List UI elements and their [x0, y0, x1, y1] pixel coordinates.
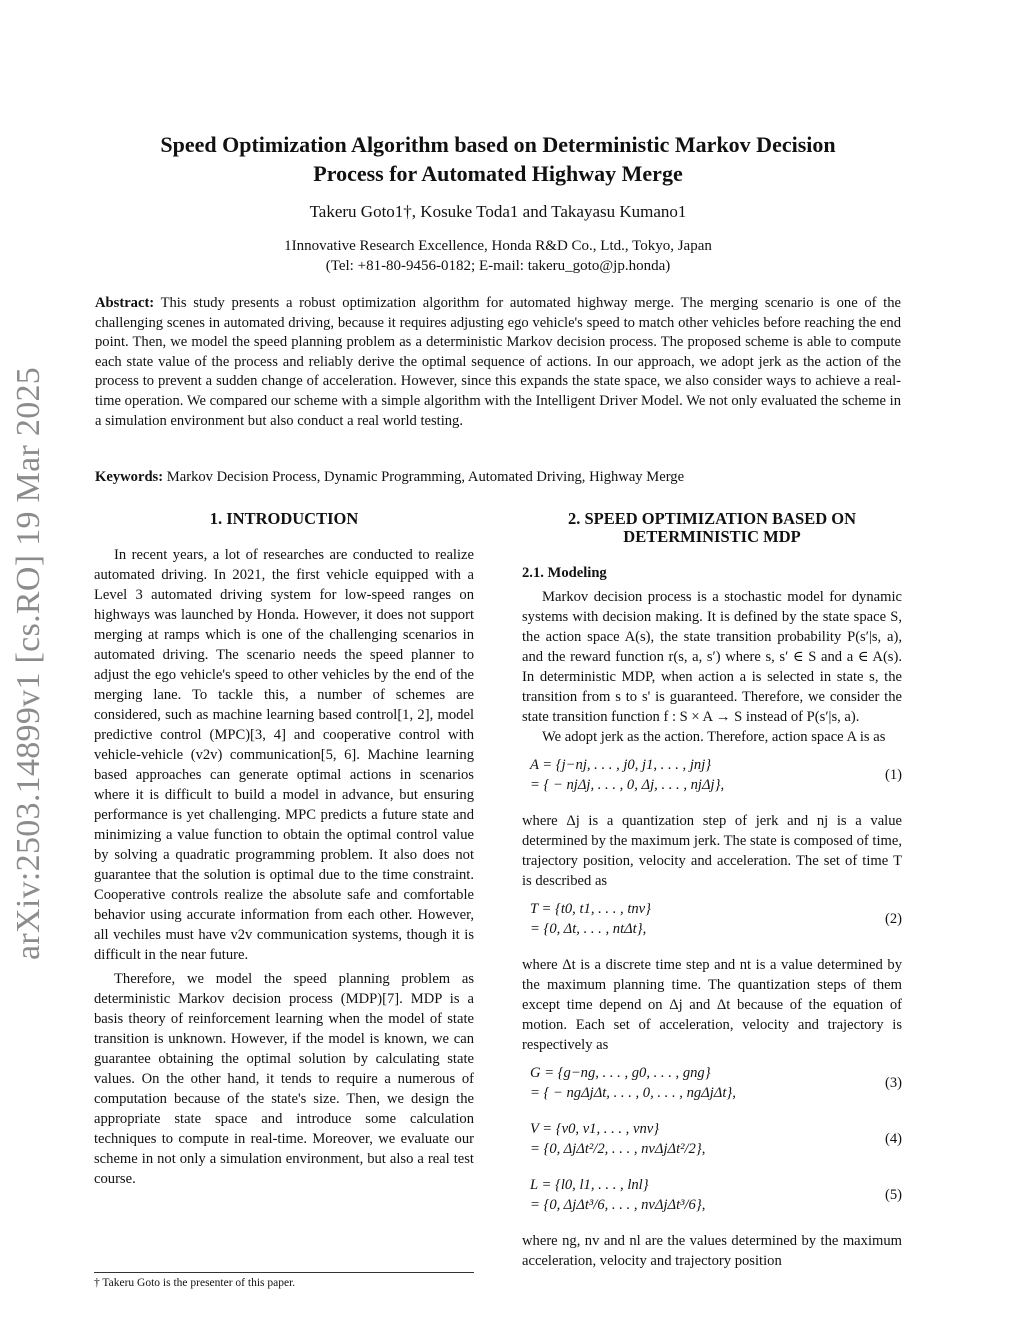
- arxiv-identifier: arXiv:2503.14899v1 [cs.RO] 19 Mar 2025: [10, 366, 47, 960]
- affiliation: 1Innovative Research Excellence, Honda R&D Co., Ltd., Tokyo, Japan: [284, 238, 712, 254]
- modeling-paragraph-5: where ng, nv and nl are the values determined by the maximum acceleration, velocity and trajectory position: [522, 1233, 902, 1269]
- equation-3-number: (3): [884, 1075, 902, 1091]
- paper-title: [95, 130, 901, 188]
- equation-2-number: (2): [884, 911, 902, 927]
- intro-paragraph-2: Therefore, we model the speed planning problem as deterministic Markov decision process (MDP)[7]. MDP is a basis theory of reinforcement learning when the model of state transition is unknown. However, if the model is known, we can guarantee obtaining the optimal solution by calculating state values. On the other hand, it tends to require a numerous of computation because of the state's size. Then, we design the appropriate state space and introduce some calculation techniques to compute in real-time. Moreover, we evaluate our scheme in not only a simulation environment, but also a real test course.: [94, 971, 474, 1187]
- equation-1-line-2: = { − njΔj, . . . , 0, Δj, . . . , njΔj},: [530, 777, 725, 793]
- footnote-rule: [94, 1272, 474, 1273]
- subsection-heading-modeling: 2.1. Modeling: [522, 565, 607, 581]
- intro-paragraph-1: In recent years, a lot of researches are conducted to realize automated driving. In 2021, the first vehicle equipped with a Level 3 automated driving system for low-speed ranges on highways was launched by Honda. However, it does not support merging at ramps which is one of the challenging scenarios in automated driving. The scenario needs the speed planner to adjust the ego vehicle's speed to other vehicles by the end of the merging lane. To tackle this, a number of schemes are considered, such as machine learning based control[1, 2], model predictive control (MPC)[3, 4] and cooperative control with vehicle-vehicle (v2v) communication[5, 6]. Machine learning based approaches can generate optimal actions in scenarios where it is difficult to build a model in advance, but ensuring performance is yet challenging. MPC predicts a future state and minimizing a value function to obtain the optimal control value by solving a quadratic programming problem. It also does not guarantee that the solution is optimal due to the time constraint. Cooperative controls realize the absolute safe and comfortable behavior using accurate information from each other. However, all vechiles must have v2v communication systems, though it is difficult in the near future.: [94, 547, 474, 963]
- footnote: † Takeru Goto is the presenter of this paper.: [94, 1277, 296, 1289]
- keywords: [95, 469, 901, 486]
- right-column: [522, 510, 902, 1271]
- keywords-label: Keywords:: [95, 469, 164, 485]
- keywords-text: Markov Decision Process, Dynamic Programming, Automated Driving, Highway Merge: [166, 469, 685, 485]
- equation-1-number: (1): [884, 767, 902, 783]
- modeling-paragraph-3: where Δj is a quantization step of jerk and nj is a value determined by the maximum jerk. The state is composed of time, trajectory position, velocity and acceleration. The set of time T is described as: [522, 813, 902, 889]
- equation-3-line-1: G = {g−ng, . . . , g0, . . . , gng}: [530, 1065, 711, 1081]
- equation-4-line-1: V = {v0, v1, . . . , vnv}: [530, 1121, 660, 1137]
- equation-5-number: (5): [884, 1187, 902, 1203]
- section-heading-introduction: 1. INTRODUCTION: [209, 509, 359, 528]
- section-heading-line-1: 2. SPEED OPTIMIZATION BASED ON: [567, 509, 857, 528]
- title-line-1: Speed Optimization Algorithm based on Deterministic Markov Decision: [160, 132, 836, 157]
- equation-5-line-2: = {0, ΔjΔt³/6, . . . , nvΔjΔt³/6},: [530, 1197, 706, 1213]
- left-column: [94, 510, 474, 1189]
- equation-4-number: (4): [884, 1131, 902, 1147]
- abstract-label: Abstract:: [95, 295, 155, 311]
- equation-3: [522, 1063, 902, 1109]
- equation-1-line-1: A = {j−nj, . . . , j0, j1, . . . , jnj}: [530, 757, 712, 773]
- equation-5-line-1: L = {l0, l1, . . . , lnl}: [530, 1177, 649, 1193]
- equation-2-line-1: T = {t0, t1, . . . , tnv}: [530, 901, 651, 917]
- equation-2: [522, 899, 902, 945]
- affiliation-block: [95, 236, 901, 276]
- equation-4: [522, 1119, 902, 1165]
- abstract-text: This study presents a robust optimization algorithm for automated highway merge. The merging scenario is one of the challenging scenes in automated driving, because it requires adjusting ego vehicle's speed to match other vehicles before reaching the end point. Then, we model the speed planning problem as a deterministic Markov decision process. The proposed scheme is able to compute each state value of the process and reliably derive the optimal sequence of actions. In our approach, we adopt jerk as the action of the process to prevent a sudden change of acceleration. However, since this expands the state space, we also consider ways to achieve a real-time operation. We compared our scheme with a simple algorithm with the Intelligent Driver Model. We not only evaluated the scheme in a simulation environment but also conduct a real world testing.: [95, 295, 902, 429]
- equation-1: [522, 755, 902, 801]
- equation-5: [522, 1175, 902, 1221]
- abstract: [95, 294, 901, 431]
- section-heading-line-2: DETERMINISTIC MDP: [623, 527, 801, 546]
- modeling-paragraph-4: where Δt is a discrete time step and nt is a value determined by the maximum planning time. The quantization steps of them except time depend on Δj and Δt because of the equation of motion. Each set of acceleration, velocity and trajectory is respectively as: [522, 957, 902, 1053]
- title-line-2: Process for Automated Highway Merge: [313, 161, 683, 186]
- modeling-paragraph-1: Markov decision process is a stochastic model for dynamic systems with decision making. It is defined by the state space S, the action space A(s), the state transition probability P(s′|s, a), and the reward function r(s, a, s′) where s, s′ ∈ S and a ∈ A(s). In deterministic MDP, when action a is selected in state s, the transition from s to s' is guaranteed. Therefore, we consider the state transition function f : S × A → S instead of P(s′|s, a).: [522, 589, 902, 725]
- contact-info: (Tel: +81-80-9456-0182; E-mail: takeru_goto@jp.honda): [325, 258, 671, 274]
- equation-4-line-2: = {0, ΔjΔt²/2, . . . , nvΔjΔt²/2},: [530, 1141, 706, 1157]
- equation-2-line-2: = {0, Δt, . . . , ntΔt},: [530, 921, 647, 937]
- modeling-paragraph-2: We adopt jerk as the action. Therefore, action space A is as: [542, 729, 886, 745]
- author-list: Takeru Goto1†, Kosuke Toda1 and Takayasu Kumano1: [309, 202, 687, 221]
- equation-3-line-2: = { − ngΔjΔt, . . . , 0, . . . , ngΔjΔt},: [530, 1085, 736, 1101]
- section-heading-speed-optimization: [522, 510, 902, 546]
